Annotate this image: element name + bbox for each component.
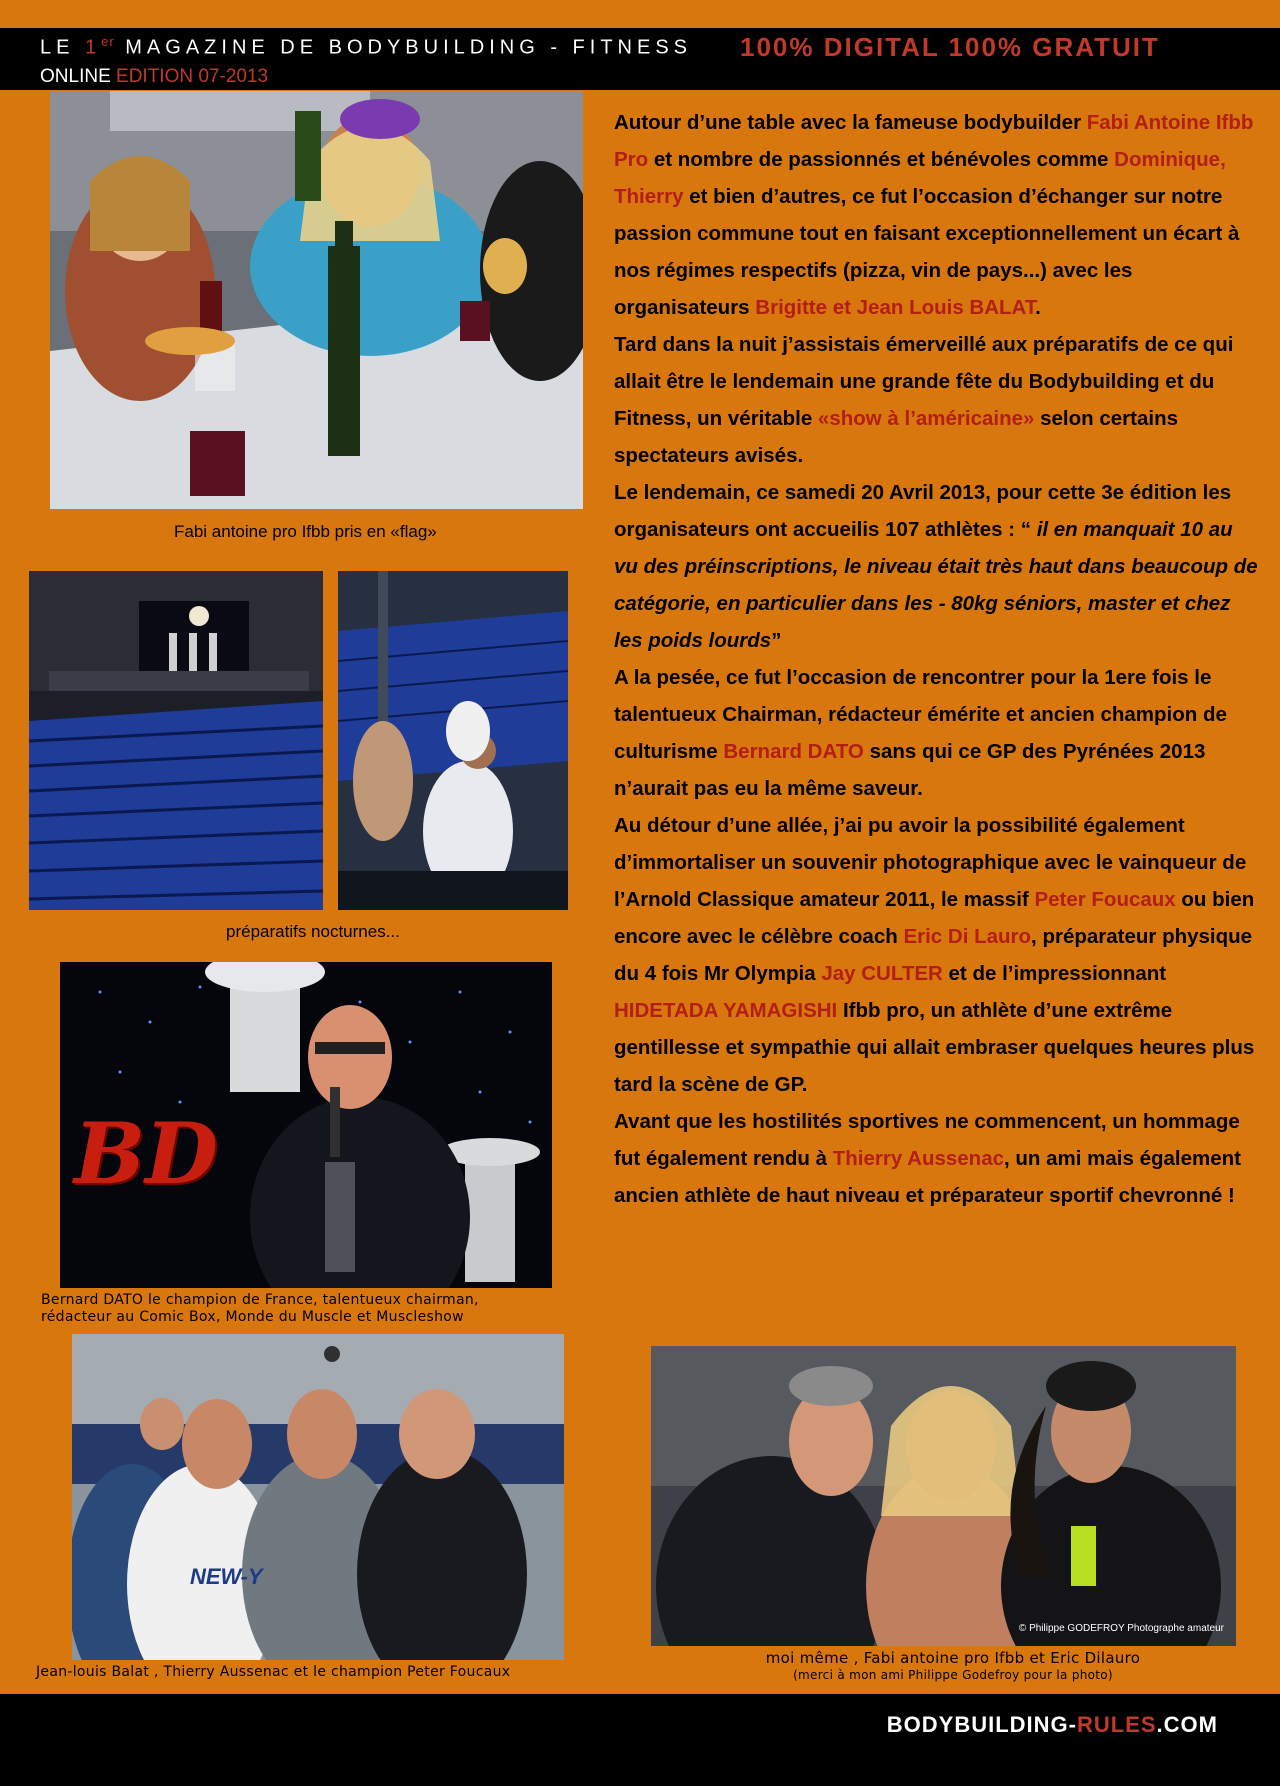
caption-photo-table: Fabi antoine pro Ifbb pris en «flag»	[174, 522, 437, 541]
photo-table-pizza	[50, 91, 583, 509]
header-slogan: 100% DIGITAL 100% GRATUIT	[740, 32, 1160, 62]
photo-hall-seats	[29, 571, 323, 910]
header-tagline: LE 1er MAGAZINE DE BODYBUILDING - FITNESS	[40, 34, 692, 59]
photo-moi-fabi-eric	[651, 1346, 1236, 1646]
caption-bernard-dato: Bernard DATO le champion de France, talentueux chairman, rédacteur au Comic Box, Monde du Muscle et Muscleshow	[41, 1292, 479, 1325]
photo-watermark: © Philippe GODEFROY Photographe amateur	[1018, 1623, 1224, 1634]
article-paragraph: Tard dans la nuit j’assistais émerveillé aux préparatifs de ce qui allait être le lendemain une grande fête du Bodybuilding et du Fitness, un véritable «show à l’américaine» selon certains spectateurs avisés.	[614, 333, 1234, 467]
caption-night-prep: préparatifs nocturnes...	[226, 922, 400, 941]
edition-label: ONLINE EDITION 07-2013	[40, 66, 269, 87]
article-paragraph: Autour d’une table avec la fameuse bodybuilder Fabi Antoine Ifbb Pro et nombre de passionnés et bénévoles comme Dominique, Thierry et bien d’autres, ce fut l’occasion d’échanger sur notre passion commune tout en faisant exceptionnellement un écart à nos régimes respectifs (pizza, vin de pays...) avec les organisateurs Brigitte et Jean Louis BALAT.	[614, 111, 1254, 319]
caption-moi-fabi-eric: moi même , Fabi antoine pro Ifbb et Eric Dilauro (merci à mon ami Philippe Godefroy pour la photo)	[765, 1649, 1141, 1682]
article-paragraph: Avant que les hostilités sportives ne commencent, un hommage fut également rendu à Thierry Aussenac, un ami mais également ancien athlète de haut niveau et préparateur sportif chevronné !	[614, 1110, 1241, 1207]
photo-bernard-dato	[60, 962, 552, 1288]
site-logo-link[interactable]: BODYBUILDING-RULES.COM	[886, 1712, 1218, 1737]
photo-group-balat	[72, 1334, 564, 1660]
photo-night-prep	[338, 571, 568, 910]
magazine-header	[0, 28, 1280, 90]
shirt-print: NEW-Y	[190, 1564, 263, 1589]
article-paragraph: Le lendemain, ce samedi 20 Avril 2013, pour cette 3e édition les organisateurs ont accueilis 107 athlètes : “ il en manquait 10 au vu des préinscriptions, le niveau était très haut dans beaucoup de catégorie, en particulier dans les - 80kg séniors, master et chez les poids lourds”	[614, 481, 1258, 652]
article-paragraph: Au détour d’une allée, j’ai pu avoir la possibilité également d’immortaliser un souvenir photographique avec le vainqueur de l’Arnold Classique amateur 2011, le massif Peter Foucaux ou bien encore avec le célèbre coach Eric Di Lauro, préparateur physique du 4 fois Mr Olympia Jay CULTER et de l’impressionnant HIDETADA YAMAGISHI Ifbb pro, un athlète d’une extrême gentillesse et sympathie qui allait embraser quelques heures plus tard la scène de GP.	[614, 814, 1255, 1096]
bd-logo: BD	[74, 1104, 218, 1203]
article-paragraph: A la pesée, ce fut l’occasion de rencontrer pour la 1ere fois le talentueux Chairman, rédacteur émérite et ancien champion de culturisme Bernard DATO sans qui ce GP des Pyrénées 2013 n’aurait pas eu la même saveur.	[614, 666, 1227, 800]
caption-group-balat: Jean-louis Balat , Thierry Aussenac et le champion Peter Foucaux	[36, 1664, 511, 1680]
magazine-footer	[0, 1694, 1280, 1786]
article-body	[614, 104, 1262, 1214]
